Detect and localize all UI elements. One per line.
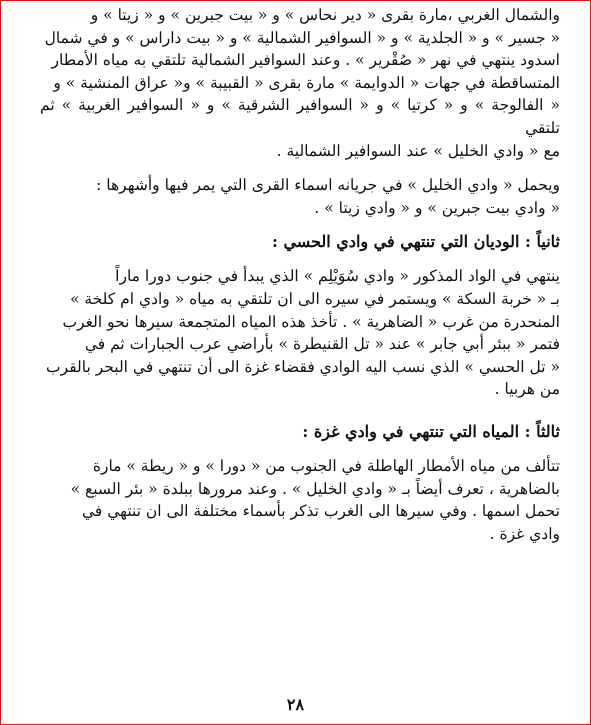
spacer bbox=[40, 401, 560, 421]
text-line: ويحمل « وادي الخليل » في جريانه اسماء القرى التي يمر فيها وأشهرها : bbox=[96, 176, 560, 195]
text-line: وادي غزة . bbox=[489, 524, 560, 543]
section-heading-2: ثانياً : الوديان التي تنتهي في وادي الحسي : bbox=[271, 232, 560, 252]
text-line: ينتهي في الواد المذكور « وادي سُوَيْلِم » الذي يبدأ في جنوب دورا ماراً bbox=[115, 267, 560, 286]
spacer bbox=[40, 443, 560, 455]
text-line: « تل الحسي » الذي نسب اليه الوادي فقضاء غزة الى أن تنتهي في البحر بالقرب bbox=[46, 357, 560, 376]
text-line: والشمال الغربي ،مارة بقرى « دير نحاس » و « بيت جبرين » و « زيتا » و bbox=[90, 6, 560, 24]
spacer bbox=[40, 219, 560, 231]
text-line: « وادي بيت جبرين » و « وادي زيتا » . bbox=[314, 198, 560, 217]
text-line: بـ « خربة السكة » ويستمر في سيره الى ان تلتقي به مياه « وادي ام كلخة » bbox=[69, 289, 560, 308]
text-line: المنحدرة من غرب « الضاهرية » . تأخذ هذه المياه المتجمعة سيرها نحو الغرب bbox=[62, 312, 560, 331]
paragraph-2 bbox=[40, 174, 560, 219]
text-line: بالضاهرية ، تعرف أيضاً بـ « وادي الخليل » . وعند مرورها ببلدة « بئر السبع » bbox=[70, 479, 560, 498]
page-number: ٢٨ bbox=[286, 695, 305, 714]
text-line: مع « وادي الخليل » عند السوافير الشمالية . bbox=[276, 141, 560, 160]
paragraph-1 bbox=[40, 4, 560, 162]
text-line: تتألف من مياه الأمطار الهاطلة في الجنوب من « دورا » و « ريطة » مارة bbox=[92, 456, 560, 475]
paragraph-3 bbox=[40, 265, 560, 401]
text-line: « جسير » و « الجلدية » و « السوافير الشمالية » و « بيت داراس » و في شمال bbox=[44, 28, 560, 47]
spacer bbox=[40, 162, 560, 174]
paragraph-4 bbox=[40, 455, 560, 545]
text-line: « الفالوجة » و « كرتيا » و « السوافير الشرقية » و « السوافير الغربية » ثم تلتقي bbox=[40, 96, 560, 137]
document-page bbox=[40, 4, 560, 545]
text-line: من هربيا . bbox=[494, 380, 560, 399]
text-line: فتمر « ببئر أبي جابر » عند « تل القنيطرة » بأراضي عرب الجبارات ثم في bbox=[84, 335, 560, 354]
spacer bbox=[40, 253, 560, 265]
text-line: تحمل اسمها . وفي سيرها الى الغرب تذكر بأسماء مختلفة الى ان تنتهي في bbox=[82, 502, 560, 521]
text-line: اسدود ينتهي في نهر « صُقْرير » . وعند السوافير الشمالية تلتقي به مياه الأمطار bbox=[51, 51, 560, 70]
text-line: المتساقطة في جهات « الدوايمة » مارة بقرى « القبيبة » و« عراق المنشية » و bbox=[53, 73, 560, 92]
section-heading-3: ثالثاً : المياه التي تنتهي في وادي غزة : bbox=[302, 421, 560, 441]
